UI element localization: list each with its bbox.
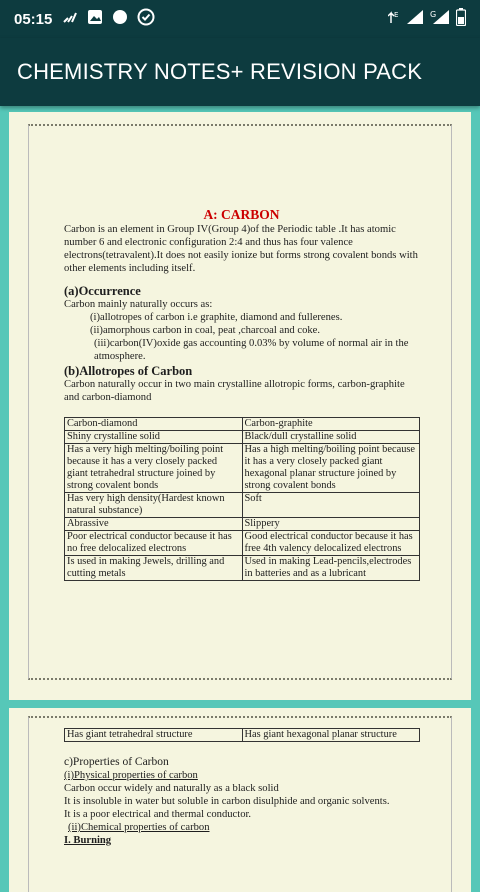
- circle-icon: [112, 9, 128, 30]
- allotropes-paragraph: Carbon naturally occur in two main crystalline allotropic forms, carbon-graphite and carbon-diamond: [64, 379, 405, 403]
- physical-line: It is a poor electrical and thermal conductor.: [64, 809, 252, 820]
- table-cell: Has a high melting/boiling point because it has a very closely packed giant hexagonal planar structure joined by strong covalent bonds: [242, 444, 420, 493]
- occurrence-item: (i)allotropes of carbon i.e graphite, diamond and fullerenes.: [90, 312, 343, 323]
- table-cell: Used in making Lead-pencils,electrodes in batteries and as a lubricant: [242, 556, 420, 581]
- allotropes-heading: (b)Allotropes of Carbon: [64, 364, 193, 378]
- table-cell: Has very high density(Hardest known natural substance): [65, 493, 243, 518]
- table-row: [65, 444, 420, 493]
- table-row: [65, 518, 420, 531]
- physical-line: It is insoluble in water but soluble in carbon disulphide and organic solvents.: [64, 796, 390, 807]
- vpn-shield-icon: [137, 8, 155, 31]
- intro-paragraph: Carbon is an element in Group IV(Group 4)of the Periodic table .It has atomic number 6 and electronic configuration 2:4 and thus has four valence electrons(tetravalent).It does not easily ionize but forms strong covalent bonds with other elements including itself.: [64, 224, 418, 274]
- occurrence-item: (ii)amorphous carbon in coal, peat ,charcoal and coke.: [90, 325, 321, 336]
- signal-icon: [406, 9, 424, 30]
- page-content: [64, 208, 419, 581]
- table-cell: Is used in making Jewels, drilling and cutting metals: [65, 556, 243, 581]
- section-title: A: CARBON: [203, 207, 280, 222]
- document-page-1[interactable]: [9, 112, 471, 700]
- table-cell: Soft: [242, 493, 420, 518]
- table-cell: Poor electrical conductor because it has no free delocalized electrons: [65, 531, 243, 556]
- table-cell: Has giant hexagonal planar structure: [242, 729, 420, 742]
- status-right-icons: [388, 8, 466, 31]
- table-row: [65, 531, 420, 556]
- table-row: [65, 418, 420, 431]
- occurrence-heading: (a)Occurrence: [64, 284, 141, 298]
- burning-heading: I. Burning: [64, 835, 112, 846]
- signal-6-icon: [430, 9, 450, 30]
- data-arrows-icon: [388, 9, 400, 30]
- table-row: [65, 431, 420, 444]
- table-row: [65, 729, 420, 742]
- svg-text:G: G: [430, 9, 437, 19]
- battery-icon: [456, 8, 466, 31]
- status-time: 05:15: [14, 10, 53, 28]
- table-cell: Has a very high melting/boiling point because it has a very closely packed giant tetrahedral structure joined by strong covalent bonds: [65, 444, 243, 493]
- chemical-properties-heading: (ii)Chemical properties of carbon: [68, 822, 210, 833]
- app-bar: [0, 38, 480, 106]
- table-row: [65, 556, 420, 581]
- occurrence-item: (iii)carbon(IV)oxide gas accounting 0.03% by volume of normal air in the atmosphere.: [94, 338, 409, 362]
- table-cell: Abrassive: [65, 518, 243, 531]
- properties-heading: c)Properties of Carbon: [64, 756, 169, 768]
- table-cell: Carbon-graphite: [242, 418, 420, 431]
- physical-properties-heading: (i)Physical properties of carbon: [64, 770, 198, 781]
- table-cell: Good electrical conductor because it has free 4th valency delocalized electrons: [242, 531, 420, 556]
- table-cell: Carbon-diamond: [65, 418, 243, 431]
- signal-boost-icon: [62, 10, 78, 29]
- svg-text:E: E: [394, 10, 399, 19]
- status-bar: [0, 0, 480, 38]
- document-page-2[interactable]: [9, 708, 471, 892]
- occurrence-lead: Carbon mainly naturally occurs as:: [64, 299, 213, 310]
- physical-line: Carbon occur widely and naturally as a black solid: [64, 783, 279, 794]
- table-cell: Shiny crystalline solid: [65, 431, 243, 444]
- table-cell: Black/dull crystalline solid: [242, 431, 420, 444]
- table-row: [65, 493, 420, 518]
- allotropes-table-continued: [64, 728, 420, 742]
- table-cell: Has giant tetrahedral structure: [65, 729, 243, 742]
- page-content: [64, 728, 419, 847]
- image-icon: [87, 9, 103, 30]
- allotropes-table: [64, 417, 420, 581]
- app-title: CHEMISTRY NOTES+ REVISION PACK: [17, 59, 423, 84]
- table-cell: Slippery: [242, 518, 420, 531]
